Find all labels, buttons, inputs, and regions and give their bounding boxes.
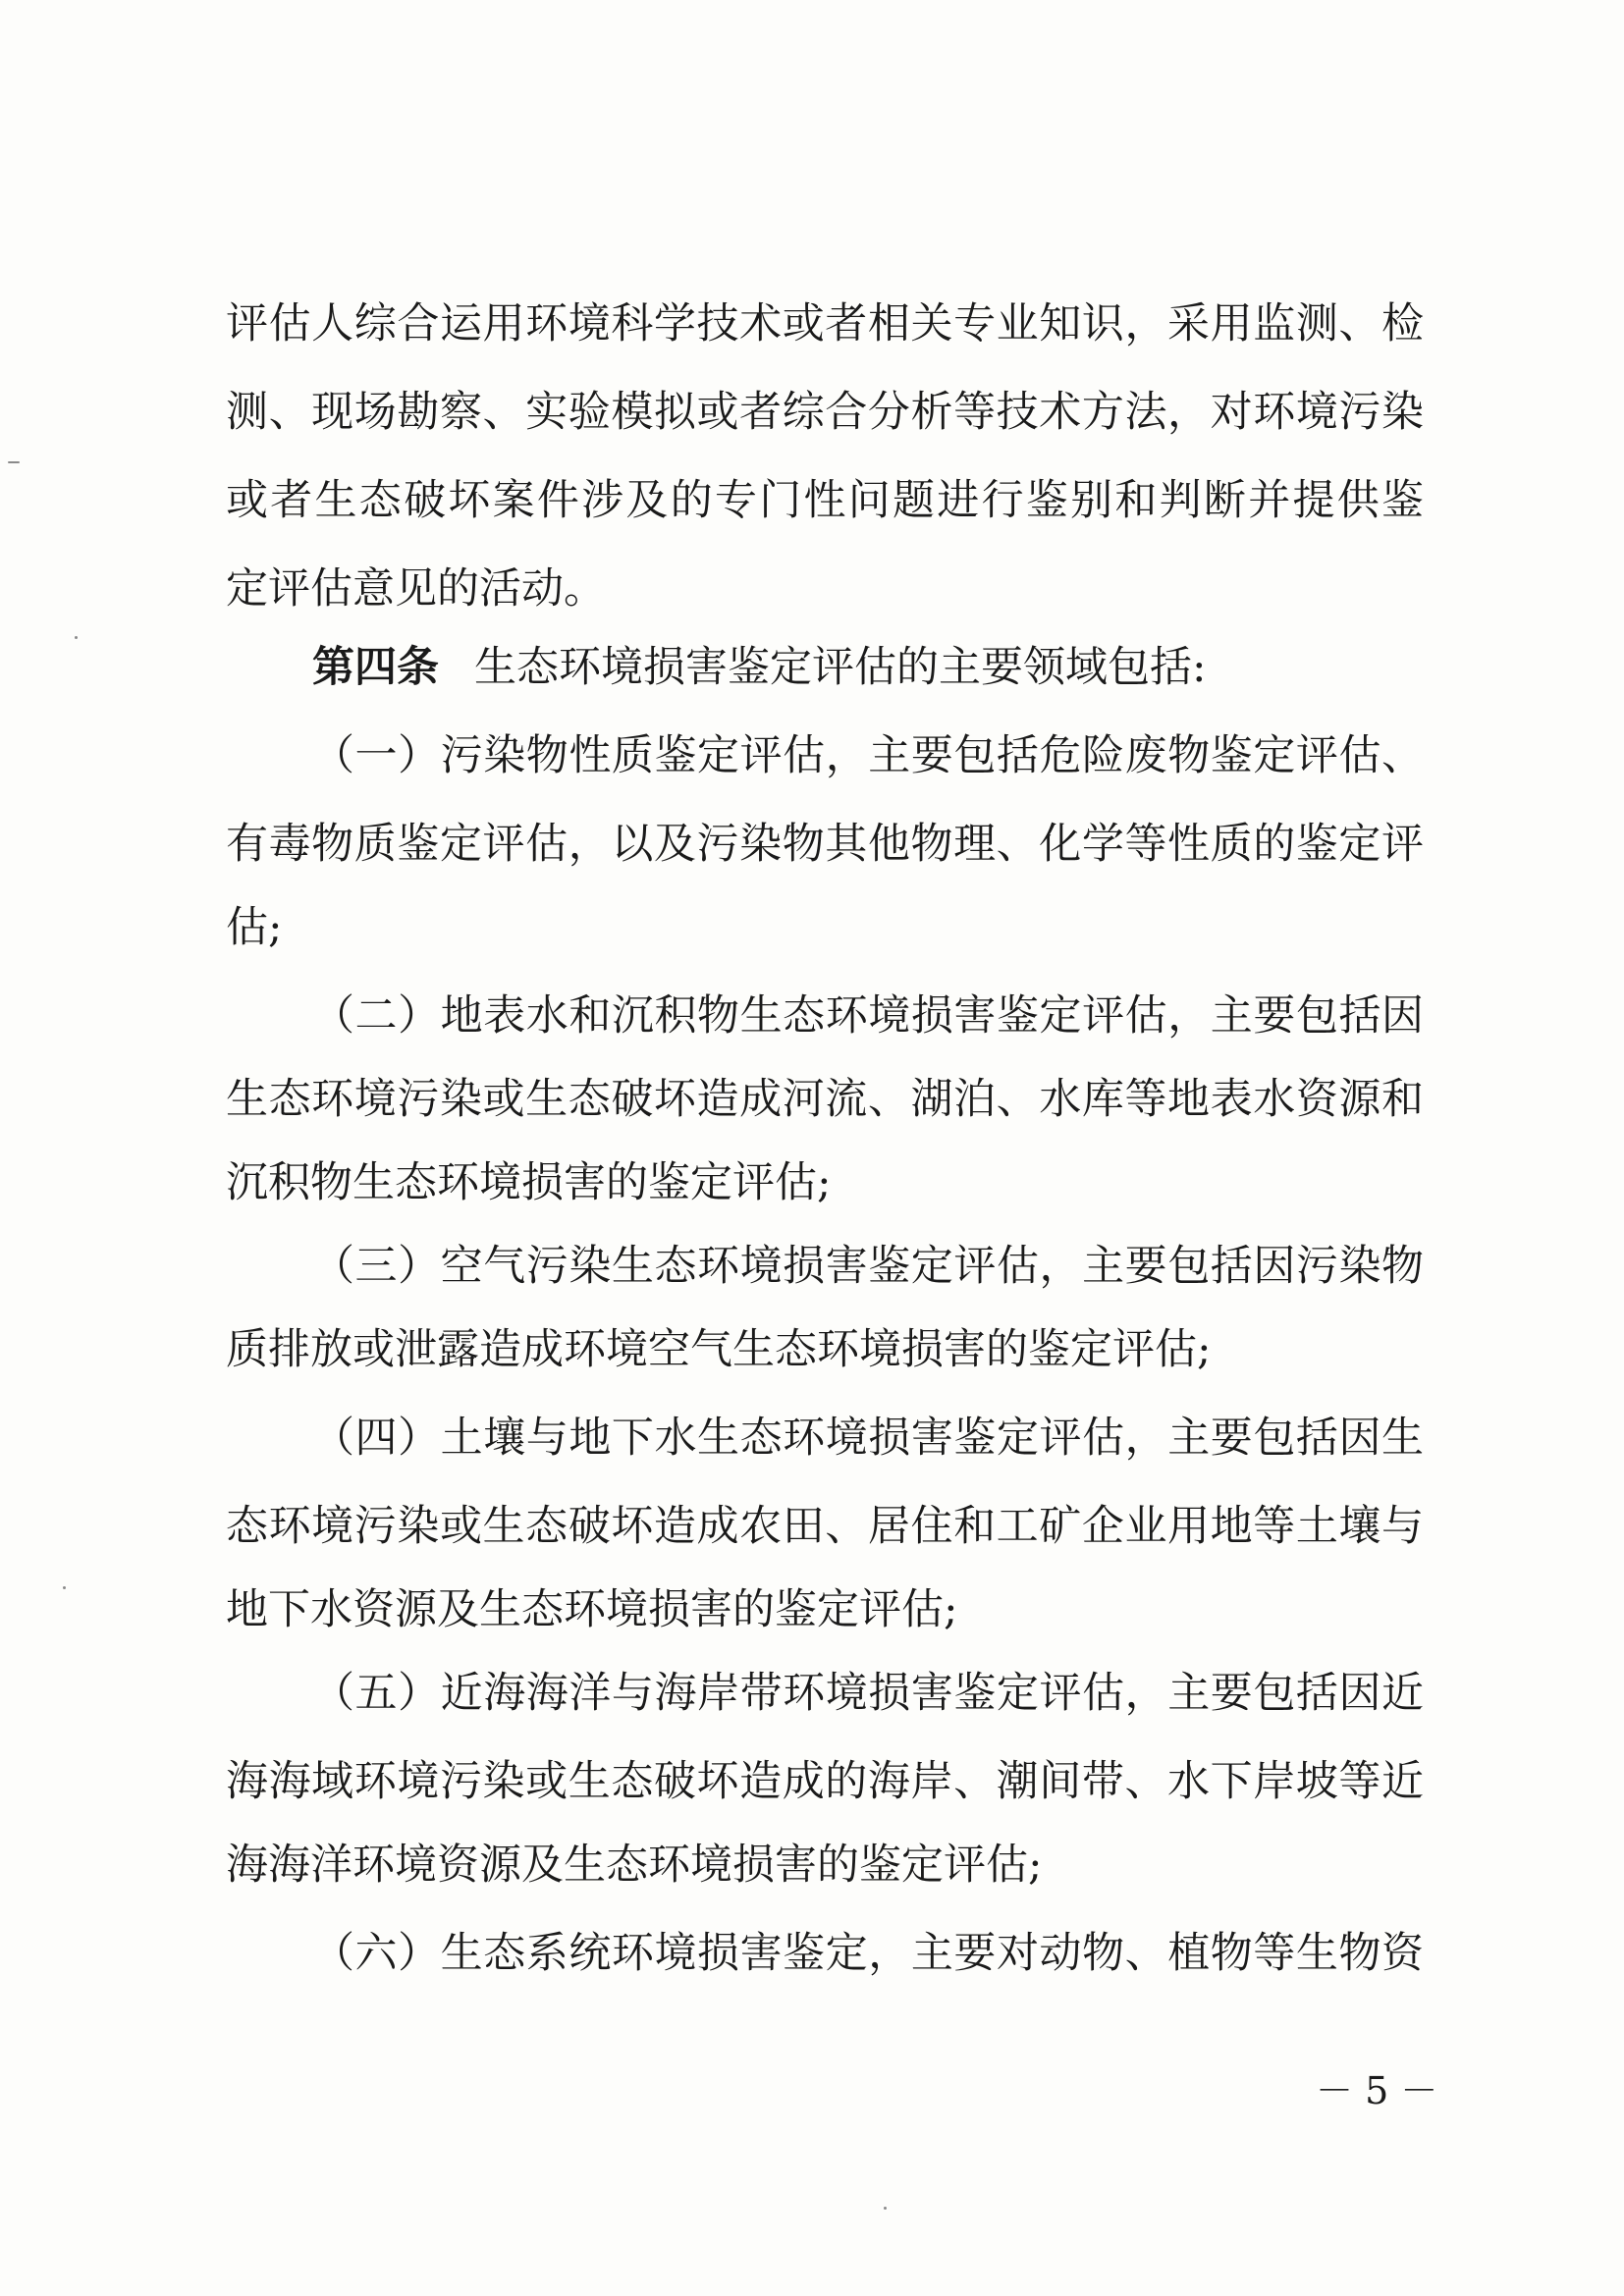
page-number: － 5 － <box>1316 2069 1438 2112</box>
list-item-line: 质排放或泄露造成环境空气生态环境损害的鉴定评估; <box>226 1325 1212 1374</box>
list-item-line: （四）土壤与地下水生态环境损害鉴定评估，主要包括因生 <box>312 1414 1424 1463</box>
article-heading <box>312 623 1424 712</box>
scan-speck <box>63 1586 66 1589</box>
paragraph-line: 定评估意见的活动。 <box>226 564 606 614</box>
list-item-line: 有毒物质鉴定评估，以及污染物其他物理、化学等性质的鉴定评 <box>226 820 1424 869</box>
list-item-line: （一）污染物性质鉴定评估，主要包括危险废物鉴定评估、 <box>312 731 1424 780</box>
list-item-line: 海海域环境污染或生态破坏造成的海岸、潮间带、水下岸坡等近 <box>226 1757 1424 1806</box>
paragraph-line: 或者生态破坏案件涉及的专门性问题进行鉴别和判断并提供鉴 <box>226 476 1424 525</box>
paragraph-line: 评估人综合运用环境科学技术或者相关专业知识，采用监测、检 <box>226 299 1424 348</box>
list-item-line: 海海洋环境资源及生态环境损害的鉴定评估; <box>226 1841 1043 1890</box>
scan-speck <box>8 461 20 463</box>
article-label: 第四条 <box>312 643 439 692</box>
list-item-line: 沉积物生态环境损害的鉴定评估; <box>226 1158 832 1207</box>
list-item-line: 生态环境污染或生态破坏造成河流、湖泊、水库等地表水资源和 <box>226 1075 1424 1124</box>
list-item-line: （三）空气污染生态环境损害鉴定评估，主要包括因污染物 <box>312 1242 1424 1291</box>
list-item-line: （六）生态系统环境损害鉴定，主要对动物、植物等生物资 <box>312 1929 1424 1978</box>
list-item-line: （二）地表水和沉积物生态环境损害鉴定评估，主要包括因 <box>312 991 1424 1041</box>
article-intro: 生态环境损害鉴定评估的主要领域包括: <box>474 643 1207 692</box>
paragraph-line: 测、现场勘察、实验模拟或者综合分析等技术方法，对环境污染 <box>226 388 1424 437</box>
list-item-line: 估; <box>226 903 283 952</box>
list-item-line: （五）近海海洋与海岸带环境损害鉴定评估，主要包括因近 <box>312 1669 1424 1718</box>
scan-speck <box>884 2207 887 2210</box>
list-item-line: 态环境污染或生态破坏造成农田、居住和工矿企业用地等土壤与 <box>226 1502 1424 1551</box>
scan-speck <box>75 636 78 639</box>
list-item-line: 地下水资源及生态环境损害的鉴定评估; <box>226 1585 958 1634</box>
